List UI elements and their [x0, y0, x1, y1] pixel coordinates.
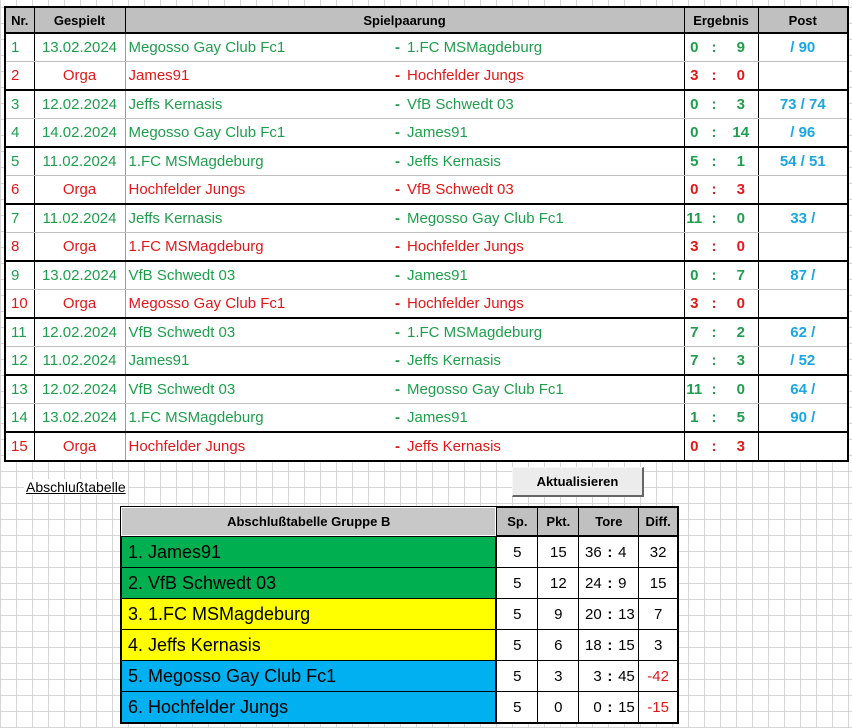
match-row	[5, 176, 848, 205]
games-played: 5	[496, 568, 537, 599]
points: 3	[538, 661, 579, 692]
home-goals: 7	[684, 347, 704, 376]
match-row	[5, 347, 848, 376]
score-separator: :	[704, 33, 724, 62]
home-team: VfB Schwedt 03	[125, 318, 391, 347]
goals-against: 9	[616, 568, 639, 599]
home-goals: 3	[684, 290, 704, 319]
away-team: Hochfelder Jungs	[404, 233, 684, 262]
match-number: 12	[5, 347, 34, 376]
match-row	[5, 204, 848, 233]
score-separator: :	[704, 119, 724, 148]
team-name: 6. Hochfelder Jungs	[121, 692, 496, 724]
match-number: 8	[5, 233, 34, 262]
post-value: 64 /	[758, 375, 848, 404]
home-goals: 5	[684, 147, 704, 176]
match-row	[5, 62, 848, 91]
match-number: 13	[5, 375, 34, 404]
games-played: 5	[496, 536, 537, 568]
home-goals: 0	[684, 432, 704, 461]
pairing-separator: -	[391, 176, 404, 205]
match-date: Orga	[34, 233, 125, 262]
header-diff: Diff.	[639, 507, 678, 536]
match-date: Orga	[34, 62, 125, 91]
pairing-separator: -	[391, 204, 404, 233]
home-goals: 7	[684, 318, 704, 347]
post-value: 54 / 51	[758, 147, 848, 176]
header-post: Post	[758, 7, 848, 33]
schedule-body	[5, 33, 848, 461]
away-team: Jeffs Kernasis	[404, 147, 684, 176]
match-row	[5, 33, 848, 62]
home-team: 1.FC MSMagdeburg	[125, 147, 391, 176]
games-played: 5	[496, 599, 537, 630]
header-goals: Tore	[579, 507, 639, 536]
post-value: 90 /	[758, 404, 848, 433]
header-games: Sp.	[496, 507, 537, 536]
away-team: 1.FC MSMagdeburg	[404, 33, 684, 62]
away-goals: 0	[724, 233, 758, 262]
home-goals: 0	[684, 119, 704, 148]
away-goals: 0	[724, 375, 758, 404]
home-goals: 0	[684, 176, 704, 205]
goals-separator: :	[604, 630, 616, 661]
away-team: Hochfelder Jungs	[404, 62, 684, 91]
home-goals: 3	[684, 62, 704, 91]
score-separator: :	[704, 404, 724, 433]
score-separator: :	[704, 261, 724, 290]
pairing-separator: -	[391, 375, 404, 404]
score-separator: :	[704, 290, 724, 319]
schedule-header-row	[5, 7, 848, 33]
standings-table	[120, 506, 679, 724]
away-goals: 3	[724, 347, 758, 376]
post-value: / 52	[758, 347, 848, 376]
standings-row	[121, 630, 678, 661]
match-number: 14	[5, 404, 34, 433]
score-separator: :	[704, 432, 724, 461]
team-name: 3. 1.FC MSMagdeburg	[121, 599, 496, 630]
away-team: James91	[404, 404, 684, 433]
header-result: Ergebnis	[684, 7, 758, 33]
post-value: / 90	[758, 33, 848, 62]
home-goals: 3	[684, 233, 704, 262]
standings-body	[121, 536, 678, 723]
match-row	[5, 233, 848, 262]
post-value: / 96	[758, 119, 848, 148]
match-number: 7	[5, 204, 34, 233]
pairing-separator: -	[391, 33, 404, 62]
home-team: Jeffs Kernasis	[125, 204, 391, 233]
games-played: 5	[496, 661, 537, 692]
match-number: 15	[5, 432, 34, 461]
away-goals: 0	[724, 290, 758, 319]
standings-row	[121, 661, 678, 692]
away-team: Megosso Gay Club Fc1	[404, 204, 684, 233]
team-name: 4. Jeffs Kernasis	[121, 630, 496, 661]
games-played: 5	[496, 692, 537, 724]
home-team: Jeffs Kernasis	[125, 90, 391, 119]
goals-separator: :	[604, 536, 616, 568]
post-value: 62 /	[758, 318, 848, 347]
standings-row	[121, 599, 678, 630]
home-goals: 11	[684, 375, 704, 404]
away-goals: 2	[724, 318, 758, 347]
pairing-separator: -	[391, 90, 404, 119]
goal-difference: 32	[639, 536, 678, 568]
away-goals: 3	[724, 90, 758, 119]
home-team: VfB Schwedt 03	[125, 261, 391, 290]
header-nr: Nr.	[5, 7, 34, 33]
away-team: Jeffs Kernasis	[404, 432, 684, 461]
away-goals: 7	[724, 261, 758, 290]
score-separator: :	[704, 90, 724, 119]
standings-header-row	[121, 507, 678, 536]
away-team: 1.FC MSMagdeburg	[404, 318, 684, 347]
match-row	[5, 90, 848, 119]
score-separator: :	[704, 233, 724, 262]
home-goals: 0	[684, 261, 704, 290]
goal-difference: 15	[639, 568, 678, 599]
score-separator: :	[704, 62, 724, 91]
points: 0	[538, 692, 579, 724]
goals-for: 20	[579, 599, 604, 630]
goals-against: 15	[616, 692, 639, 724]
match-date: 11.02.2024	[34, 204, 125, 233]
score-separator: :	[704, 375, 724, 404]
match-date: 13.02.2024	[34, 404, 125, 433]
home-team: Hochfelder Jungs	[125, 432, 391, 461]
home-goals: 11	[684, 204, 704, 233]
away-team: James91	[404, 119, 684, 148]
away-goals: 5	[724, 404, 758, 433]
away-goals: 3	[724, 432, 758, 461]
home-team: Megosso Gay Club Fc1	[125, 119, 391, 148]
goal-difference: -42	[639, 661, 678, 692]
pairing-separator: -	[391, 347, 404, 376]
post-value: 73 / 74	[758, 90, 848, 119]
match-number: 5	[5, 147, 34, 176]
goals-separator: :	[604, 661, 616, 692]
post-value	[758, 176, 848, 205]
post-value: 33 /	[758, 204, 848, 233]
away-goals: 14	[724, 119, 758, 148]
away-team: VfB Schwedt 03	[404, 176, 684, 205]
match-date: 11.02.2024	[34, 347, 125, 376]
match-number: 1	[5, 33, 34, 62]
match-row	[5, 375, 848, 404]
goals-for: 3	[579, 661, 604, 692]
pairing-separator: -	[391, 404, 404, 433]
match-date: 13.02.2024	[34, 261, 125, 290]
pairing-separator: -	[391, 432, 404, 461]
match-number: 11	[5, 318, 34, 347]
header-played: Gespielt	[34, 7, 125, 33]
header-points: Pkt.	[538, 507, 579, 536]
home-team: James91	[125, 347, 391, 376]
goals-separator: :	[604, 692, 616, 724]
match-row	[5, 119, 848, 148]
home-team: Megosso Gay Club Fc1	[125, 33, 391, 62]
standings-row	[121, 692, 678, 724]
score-separator: :	[704, 318, 724, 347]
points: 9	[538, 599, 579, 630]
match-schedule-table	[4, 6, 849, 462]
pairing-separator: -	[391, 233, 404, 262]
goals-against: 13	[616, 599, 639, 630]
away-goals: 1	[724, 147, 758, 176]
update-button[interactable]: Aktualisieren	[512, 467, 644, 497]
goal-difference: -15	[639, 692, 678, 724]
home-goals: 0	[684, 90, 704, 119]
match-date: 13.02.2024	[34, 33, 125, 62]
pairing-separator: -	[391, 119, 404, 148]
goals-for: 36	[579, 536, 604, 568]
away-goals: 3	[724, 176, 758, 205]
goals-against: 45	[616, 661, 639, 692]
goals-for: 18	[579, 630, 604, 661]
match-number: 2	[5, 62, 34, 91]
goal-difference: 7	[639, 599, 678, 630]
goals-separator: :	[604, 599, 616, 630]
score-separator: :	[704, 204, 724, 233]
match-row	[5, 147, 848, 176]
match-row	[5, 318, 848, 347]
score-separator: :	[704, 147, 724, 176]
away-team: Megosso Gay Club Fc1	[404, 375, 684, 404]
match-date: 12.02.2024	[34, 318, 125, 347]
match-row	[5, 261, 848, 290]
away-team: James91	[404, 261, 684, 290]
post-value: 87 /	[758, 261, 848, 290]
pairing-separator: -	[391, 62, 404, 91]
away-goals: 9	[724, 33, 758, 62]
goals-separator: :	[604, 568, 616, 599]
match-date: Orga	[34, 290, 125, 319]
goals-for: 0	[579, 692, 604, 724]
match-number: 6	[5, 176, 34, 205]
header-pairing: Spielpaarung	[125, 7, 684, 33]
home-team: VfB Schwedt 03	[125, 375, 391, 404]
match-number: 9	[5, 261, 34, 290]
post-value	[758, 290, 848, 319]
away-team: Hochfelder Jungs	[404, 290, 684, 319]
match-row	[5, 432, 848, 461]
match-number: 4	[5, 119, 34, 148]
points: 12	[538, 568, 579, 599]
match-date: Orga	[34, 176, 125, 205]
match-row	[5, 290, 848, 319]
home-team: 1.FC MSMagdeburg	[125, 404, 391, 433]
match-number: 10	[5, 290, 34, 319]
post-value	[758, 233, 848, 262]
match-date: 14.02.2024	[34, 119, 125, 148]
points: 6	[538, 630, 579, 661]
score-separator: :	[704, 347, 724, 376]
pairing-separator: -	[391, 261, 404, 290]
match-date: Orga	[34, 432, 125, 461]
away-team: Jeffs Kernasis	[404, 347, 684, 376]
goals-for: 24	[579, 568, 604, 599]
match-date: 12.02.2024	[34, 90, 125, 119]
away-goals: 0	[724, 62, 758, 91]
post-value	[758, 62, 848, 91]
away-goals: 0	[724, 204, 758, 233]
goals-against: 15	[616, 630, 639, 661]
match-date: 12.02.2024	[34, 375, 125, 404]
home-goals: 0	[684, 33, 704, 62]
home-goals: 1	[684, 404, 704, 433]
home-team: James91	[125, 62, 391, 91]
match-row	[5, 404, 848, 433]
team-name: 5. Megosso Gay Club Fc1	[121, 661, 496, 692]
standings-row	[121, 568, 678, 599]
standings-title: Abschlußtabelle Gruppe B	[121, 507, 496, 536]
games-played: 5	[496, 630, 537, 661]
away-team: VfB Schwedt 03	[404, 90, 684, 119]
pairing-separator: -	[391, 147, 404, 176]
goals-against: 4	[616, 536, 639, 568]
final-table-label: Abschlußtabelle	[26, 479, 126, 495]
goal-difference: 3	[639, 630, 678, 661]
home-team: 1.FC MSMagdeburg	[125, 233, 391, 262]
match-date: 11.02.2024	[34, 147, 125, 176]
home-team: Megosso Gay Club Fc1	[125, 290, 391, 319]
standings-row	[121, 536, 678, 568]
match-number: 3	[5, 90, 34, 119]
points: 15	[538, 536, 579, 568]
team-name: 1. James91	[121, 536, 496, 568]
home-team: Hochfelder Jungs	[125, 176, 391, 205]
score-separator: :	[704, 176, 724, 205]
pairing-separator: -	[391, 290, 404, 319]
pairing-separator: -	[391, 318, 404, 347]
team-name: 2. VfB Schwedt 03	[121, 568, 496, 599]
post-value	[758, 432, 848, 461]
